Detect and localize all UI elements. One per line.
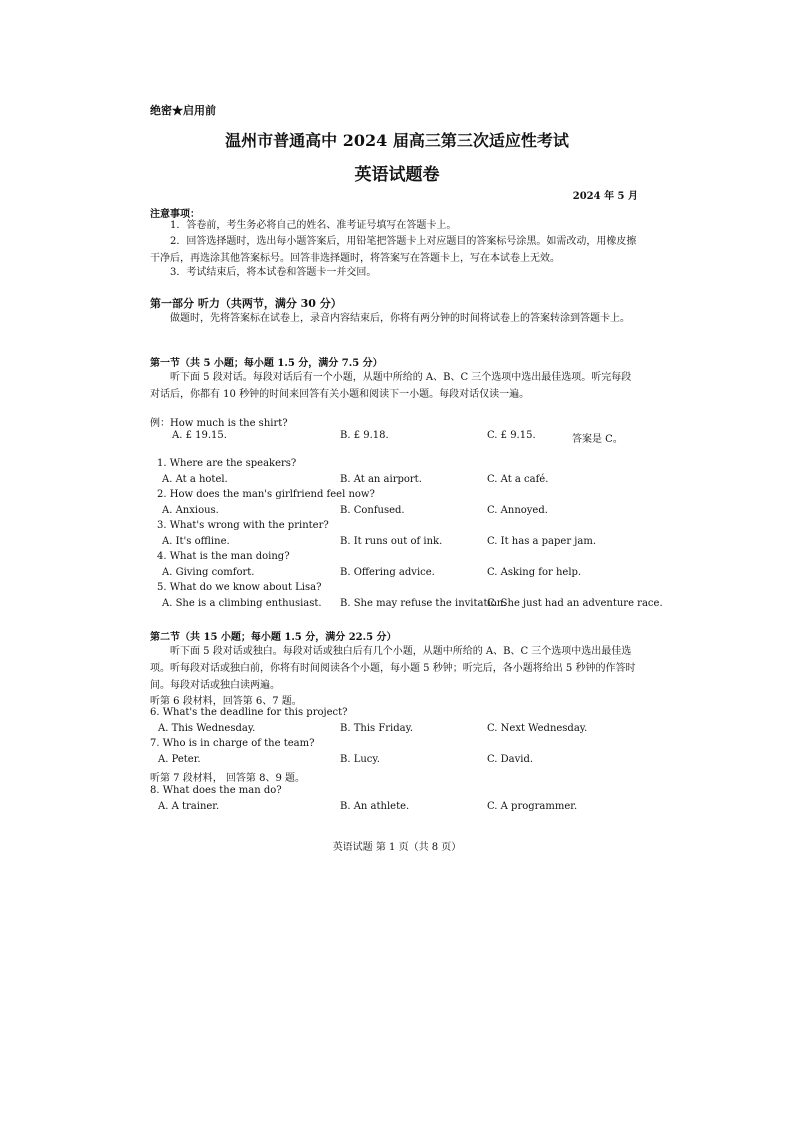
question-5-options [0, 598, 794, 612]
q5-option-b: B. She may refuse the invitation. [340, 598, 507, 609]
material-7-label: 听第 7 段材料， 回答第 8、9 题。 [150, 773, 305, 784]
example-option-b: B. £ 9.18. [340, 430, 389, 441]
q6-option-b: B. This Friday. [340, 723, 414, 734]
q3-option-b: B. It runs out of ink. [340, 536, 443, 547]
exam-title: 温州市普通高中 2024 届高三第三次适应性考试 [225, 131, 569, 150]
example-option-c: C. £ 9.15. [487, 430, 536, 441]
q1-option-a: A. At a hotel. [162, 474, 228, 485]
q6-option-a: A. This Wednesday. [158, 723, 256, 734]
question-2-options [0, 505, 794, 519]
notice-item-3: 3．考试结束后，将本试卷和答题卡一并交回。 [170, 267, 377, 278]
question-4-options [0, 567, 794, 581]
q2-option-c: C. Annoyed. [487, 505, 548, 516]
q3-option-a: A. It's offline. [162, 536, 230, 547]
q4-option-c: C. Asking for help. [487, 567, 582, 578]
part1-heading: 第一部分 听力（共两节，满分 30 分） [150, 297, 342, 310]
notice-item-2: 2．回答选择题时，选出每小题答案后，用铅笔把答题卡上对应题目的答案标号涂黑。如需改动，用橡皮擦干净后，再选涂其他答案标号。回答非选择题时，将答案写在答题卡上，写在本试卷上无效。 [150, 236, 637, 264]
q4-option-b: B. Offering advice. [340, 567, 435, 578]
section2-heading: 第二节（共 15 小题；每小题 1.5 分，满分 22.5 分） [150, 632, 397, 643]
q8-option-a: A. A trainer. [158, 801, 220, 812]
material-6-label: 听第 6 段材料，回答第 6、7 题。 [150, 696, 302, 707]
q1-option-c: C. At a café. [487, 474, 549, 485]
confidential-label: 绝密★启用前 [150, 104, 216, 117]
question-8-options [0, 801, 794, 815]
question-5: 5. What do we know about Lisa? [157, 582, 322, 593]
part1-instruction: 做题时，先将答案标在试卷上，录音内容结束后，你将有两分钟的时间将试卷上的答案转涂到答题卡上。 [170, 313, 630, 324]
question-1: 1. Where are the speakers? [157, 458, 297, 469]
exam-date: 2024 年 5 月 [572, 191, 638, 202]
question-4: 4. What is the man doing? [157, 551, 290, 562]
q7-option-a: A. Peter. [158, 754, 201, 765]
question-8: 8. What does the man do? [150, 785, 282, 796]
q4-option-a: A. Giving comfort. [162, 567, 255, 578]
notice-heading: 注意事项： [150, 209, 200, 220]
section1-heading: 第一节（共 5 小题；每小题 1.5 分，满分 7.5 分） [150, 358, 383, 369]
notice-item-1: 1．答卷前，考生务必将自己的姓名、准考证号填写在答题卡上。 [170, 220, 457, 231]
question-7: 7. Who is in charge of the team? [150, 738, 315, 749]
q5-option-c: C. She just had an adventure race. [487, 598, 663, 609]
q6-option-c: C. Next Wednesday. [487, 723, 588, 734]
question-7-options [0, 754, 794, 768]
page-footer: 英语试题 第 1 页（共 8 页） [332, 842, 462, 853]
question-6: 6. What's the deadline for this project? [150, 707, 348, 718]
question-2: 2. How does the man's girlfriend feel now? [157, 489, 375, 500]
exam-subtitle: 英语试题卷 [354, 165, 440, 185]
question-3: 3. What's wrong with the printer? [157, 520, 329, 531]
section1-instruction: 听下面 5 段对话。每段对话后有一个小题，从题中所给的 A、B、C 三个选项中选出最佳选项。听完每段对话后，你都有 10 秒钟的时间来回答有关小题和阅读下一小题。每段对话仅读一遍。 [150, 372, 632, 400]
q7-option-b: B. Lucy. [340, 754, 380, 765]
question-6-options [0, 723, 794, 737]
section2-instruction: 听下面 5 段对话或独白。每段对话或独白后有几个小题，从题中所给的 A、B、C 三个选项中选出最佳选项。听每段对话或独白前，你将有时间阅读各个小题，每小题 5 秒钟；听完后，各小题将给出 5 秒钟的作答时间。每段对话或独白读两遍。 [150, 646, 636, 691]
example-options [0, 430, 794, 444]
q5-option-a: A. She is a climbing enthusiast. [162, 598, 322, 609]
q8-option-c: C. A programmer. [487, 801, 578, 812]
q8-option-b: B. An athlete. [340, 801, 410, 812]
example-question: 例：How much is the shirt? [150, 418, 288, 429]
example-answer: 答案是 C。 [572, 434, 623, 445]
q2-option-a: A. Anxious. [162, 505, 219, 516]
example-option-a: A. £ 19.15. [172, 430, 227, 441]
q3-option-c: C. It has a paper jam. [487, 536, 597, 547]
question-3-options [0, 536, 794, 550]
q7-option-c: C. David. [487, 754, 534, 765]
q2-option-b: B. Confused. [340, 505, 405, 516]
question-1-options [0, 474, 794, 488]
q1-option-b: B. At an airport. [340, 474, 422, 485]
